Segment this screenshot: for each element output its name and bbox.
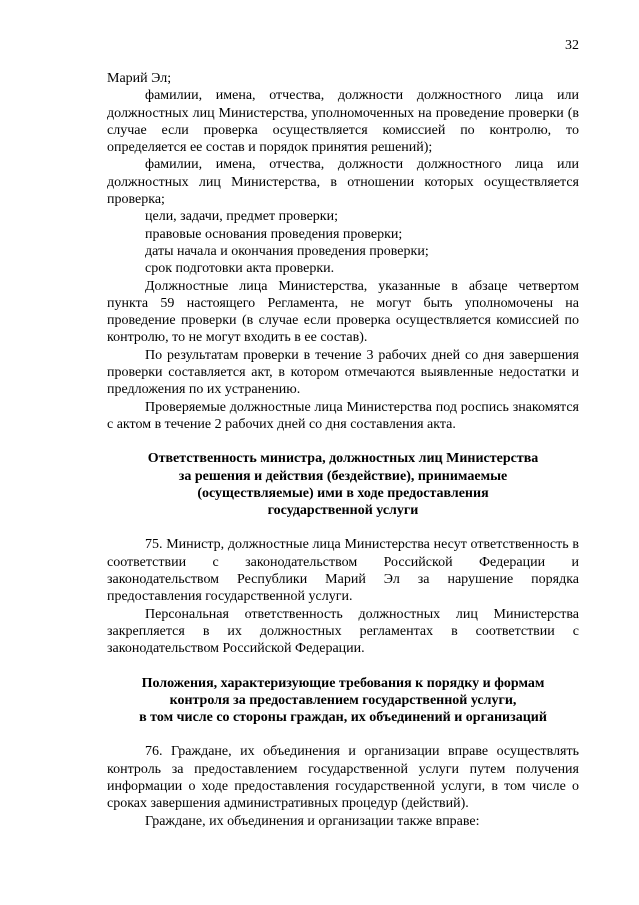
- section-heading-responsibility: [107, 450, 579, 519]
- section-heading-control: [107, 675, 579, 727]
- heading-line: Ответственность министра, должностных лиц Министерства: [147, 451, 539, 467]
- page-number: 32: [565, 38, 579, 53]
- paragraph: Должностные лица Министерства, указанные в абзаце четвертом пункта 59 настоящего Регламента, не могут быть уполномочены на проведение проверки (в случае если проверка осуществляется комиссией по контролю, то не могут входить в ее состав).: [107, 278, 579, 346]
- paragraph: правовые основания проведения проверки;: [145, 226, 403, 242]
- heading-line: контроля за предоставлением государственной услуги,: [169, 692, 517, 708]
- document-body: [107, 70, 579, 830]
- paragraph: срок подготовки акта проверки.: [145, 261, 335, 277]
- heading-line: государственной услуги: [267, 503, 419, 519]
- paragraph-group-top: [107, 70, 579, 433]
- heading-line: за решения и действия (бездействие), принимаемые: [178, 468, 508, 484]
- paragraph: Марий Эл;: [107, 71, 172, 86]
- paragraph: Проверяемые должностные лица Министерства под роспись знакомятся с актом в течение 2 рабочих дней со дня составления акта.: [107, 399, 579, 432]
- paragraph: 76. Граждане, их объединения и организации вправе осуществлять контроль за предоставлением государственной услуги путем получения информации о ходе предоставления государственной услуги, в том числе о сроках завершения административных процедур (действий).: [107, 744, 579, 812]
- paragraph: 75. Министр, должностные лица Министерства несут ответственность в соответствии с законодательством Российской Федерации и законодательством Республики Марий Эл за нарушение порядка предоставления государственной услуги.: [107, 537, 579, 605]
- paragraph: Персональная ответственность должностных лиц Министерства закрепляется в их должностных регламентах в соответствии с законодательством Российской Федерации.: [107, 606, 579, 657]
- paragraph-group-bottom: [107, 743, 579, 829]
- paragraph: По результатам проверки в течение 3 рабочих дней со дня завершения проверки составляется акт, в котором отмечаются выявленные недостатки и предложения по их устранению.: [107, 347, 579, 398]
- paragraph: фамилии, имена, отчества, должности должностного лица или должностных лиц Министерства, в отношении которых осуществляется проверка;: [107, 157, 579, 208]
- paragraph: фамилии, имена, отчества, должности должностного лица или должностных лиц Министерства, уполномоченных на проведение проверки (в случае если проверка осуществляется комиссией по контролю, то определяется ее состав и порядок принятия решений);: [107, 88, 579, 156]
- paragraph-group-mid: [107, 536, 579, 657]
- paragraph: Граждане, их объединения и организации также вправе:: [145, 813, 480, 829]
- heading-line: Положения, характеризующие требования к порядку и формам: [141, 675, 545, 691]
- paragraph: цели, задачи, предмет проверки;: [145, 209, 338, 225]
- paragraph: даты начала и окончания проведения проверки;: [145, 243, 429, 259]
- heading-line: (осуществляемые) ими в ходе предоставления: [197, 485, 489, 501]
- heading-line: в том числе со стороны граждан, их объединений и организаций: [139, 710, 547, 726]
